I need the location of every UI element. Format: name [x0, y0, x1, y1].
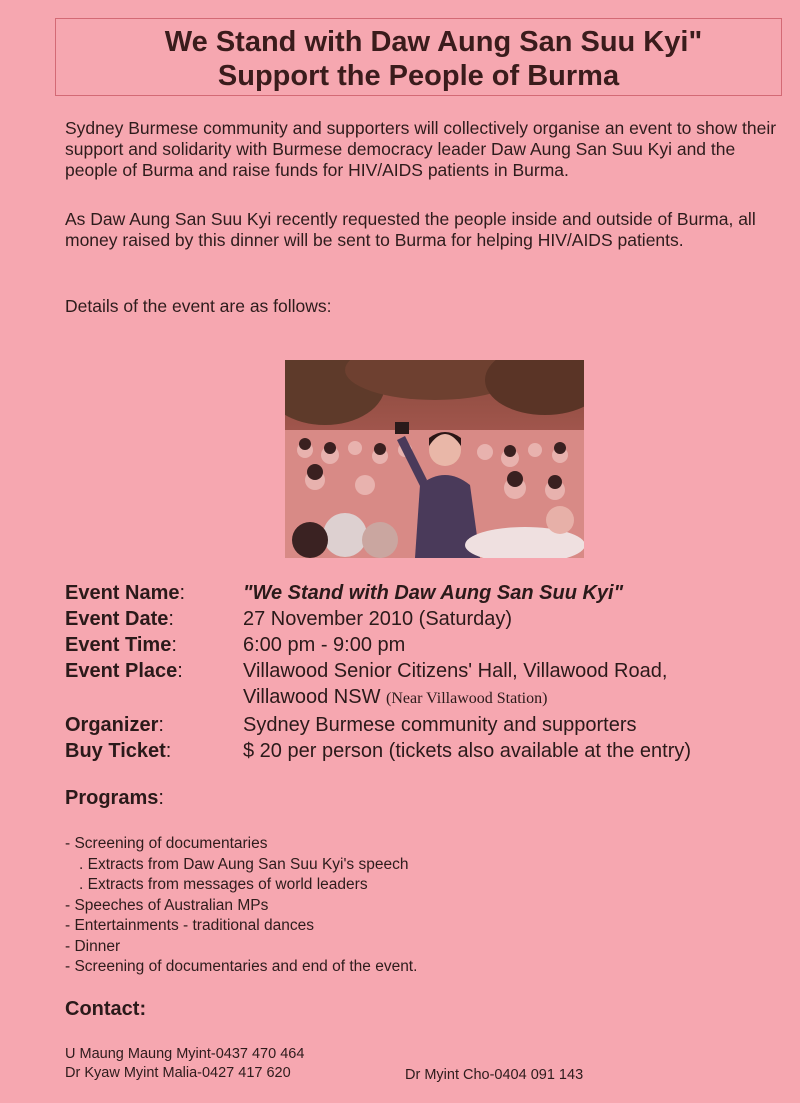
title-line-1: We Stand with Daw Aung San Suu Kyi"	[164, 26, 703, 58]
list-item: - Screening of documentaries and end of the event.	[65, 958, 418, 975]
event-date-value: 27 November 2010 (Saturday)	[243, 608, 513, 630]
organizer-row: Organizer: Sydney Burmese community and supporters	[65, 712, 785, 738]
contact-heading: Contact:	[65, 998, 147, 1020]
crowd-photo-illustration	[285, 360, 584, 558]
contact-entry-right: Dr Myint Cho-0404 091 143	[405, 1067, 584, 1083]
list-item: . Extracts from Daw Aung San Suu Kyi's speech	[79, 855, 409, 873]
list-item: - Speeches of Australian MPs	[65, 896, 269, 914]
event-place-note: (Near Villawood Station)	[386, 690, 548, 707]
event-name-label: Event Name	[65, 582, 180, 604]
ticket-value: $ 20 per person (tickets also available at the entry)	[243, 740, 692, 762]
event-time-value: 6:00 pm - 9:00 pm	[243, 634, 406, 656]
organizer-value: Sydney Burmese community and supporters	[243, 714, 637, 736]
contact-entry: Dr Kyaw Myint Malia-0427 417 620	[65, 1065, 291, 1081]
event-name-value: "We Stand with Daw Aung San Suu Kyi"	[243, 582, 624, 604]
contact-entry: U Maung Maung Myint-0437 470 464	[65, 1046, 305, 1062]
list-item: . Extracts from messages of world leaders	[79, 876, 368, 893]
programs-heading: Programs:	[65, 787, 164, 809]
contact-list-left	[65, 1045, 304, 1083]
crowd-photo	[285, 360, 584, 558]
ticket-label: Buy Ticket	[65, 740, 166, 762]
title-box	[55, 18, 782, 96]
title-line-2: Support the People of Burma	[217, 60, 620, 92]
list-item: - Dinner	[65, 937, 121, 955]
programs-list	[65, 834, 417, 978]
event-name-row: Event Name: "We Stand with Daw Aung San Suu Kyi"	[65, 580, 785, 606]
intro-paragraph: Sydney Burmese community and supporters will collectively organise an event to show their support and solidarity with Burmese democracy leader Daw Aung San Suu Kyi and the people of Burma and raise funds for HIV/AIDS patients in Burma.	[65, 118, 777, 180]
event-time-row: Event Time: 6:00 pm - 9:00 pm	[65, 632, 785, 658]
event-place-row: Event Place: Villawood Senior Citizens' Hall, Villawood Road, Villawood NSW (Near Villawood Station)	[65, 658, 785, 712]
event-time-label: Event Time	[65, 634, 172, 656]
event-details	[65, 580, 785, 764]
list-item: - Screening of documentaries	[65, 835, 268, 852]
event-place-line2: Villawood NSW	[243, 686, 381, 708]
details-intro: Details of the event are as follows:	[65, 296, 332, 316]
funds-paragraph: As Daw Aung San Suu Kyi recently requested the people inside and outside of Burma, all money raised by this dinner will be sent to Burma for helping HIV/AIDS patients.	[65, 209, 756, 250]
event-date-label: Event Date	[65, 608, 169, 630]
organizer-label: Organizer	[65, 714, 159, 736]
event-place-label: Event Place	[65, 660, 178, 682]
event-date-row: Event Date: 27 November 2010 (Saturday)	[65, 606, 785, 632]
list-item: - Entertainments - traditional dances	[65, 917, 314, 934]
ticket-row: Buy Ticket: $ 20 per person (tickets also available at the entry)	[65, 738, 785, 764]
event-place-line1: Villawood Senior Citizens' Hall, Villawood Road,	[243, 660, 668, 682]
